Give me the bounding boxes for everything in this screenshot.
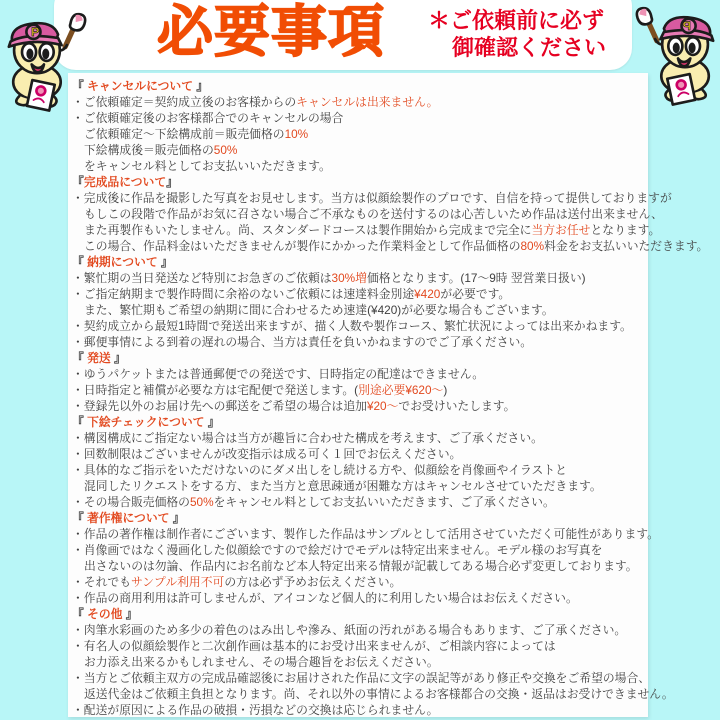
text: 価格となります。(17～9時 翌営業日扱い) bbox=[366, 271, 586, 285]
text: ・その場合販売価格の bbox=[72, 495, 190, 509]
page-title: 必要事項 bbox=[157, 0, 385, 63]
notice-line bbox=[72, 478, 648, 494]
mascot-cap-letter: P bbox=[31, 25, 40, 40]
confirm-note-line2: 御確認ください bbox=[452, 35, 607, 60]
text: 『 bbox=[72, 255, 88, 269]
text: この場合、作品料金はいただきませんが製作にかかった作業料金として作品価格の bbox=[84, 239, 521, 253]
notice-line bbox=[72, 190, 672, 206]
text: 『 bbox=[72, 79, 88, 93]
notice-line bbox=[72, 270, 648, 286]
emphasized-text: その他 bbox=[87, 607, 123, 621]
emphasized-text: キャンセルについて bbox=[87, 79, 194, 93]
emphasized-text: 納期について bbox=[87, 255, 158, 269]
text: ・ご依頼確定後のお客様都合でのキャンセルの場合 bbox=[72, 111, 344, 125]
notice-line bbox=[72, 238, 709, 254]
notice-line bbox=[72, 494, 648, 510]
notice-line bbox=[72, 574, 648, 590]
text: 混同したリクエストをする方、また当方と意思疎通が困難な方はキャンセルさせていただきます。 bbox=[84, 479, 602, 493]
text: ・構図構成にご指定ない場合は当方が趣旨に合わせた構成を考えます、ご了承ください。 bbox=[72, 431, 543, 445]
emphasized-text: ¥20～ bbox=[366, 399, 399, 413]
text: 『 bbox=[72, 607, 88, 621]
notice-line bbox=[72, 302, 648, 318]
confirm-note-line1: ＊ご依頼前に必ず bbox=[428, 8, 605, 33]
emphasized-text: 下絵チェックについて bbox=[87, 415, 205, 429]
text: ご依頼確定～下絵構成前＝販売価格の bbox=[84, 127, 285, 141]
text: をキャンセル料としてお支払いいただきます。 bbox=[84, 159, 331, 173]
notice-line bbox=[72, 542, 648, 558]
notice-line bbox=[72, 126, 648, 142]
notice-line bbox=[72, 446, 648, 462]
notice-line bbox=[72, 382, 648, 398]
text: ・郵便事情による到着の遅れの場合、当方は責任を負いかねますのでご了承ください。 bbox=[72, 335, 533, 349]
emphasized-text: 80% bbox=[520, 239, 545, 253]
text: お力添え出来るかもしれません、その場合趣旨をお伝えください。 bbox=[84, 655, 439, 669]
text: ・当方とご依頼主双方の完成品確認後にお届けされた作品に文字の誤記等があり修正や交換をご希望の場合、 bbox=[72, 671, 651, 685]
section-heading bbox=[72, 606, 648, 622]
text: また、繁忙期もご希望の納期に間に合わせるため速達(¥420)が必要な場合もございます。 bbox=[84, 303, 554, 317]
text: ・ゆうパケットまたは普通郵便での発送です、日時指定の配達はできません。 bbox=[72, 367, 485, 381]
text: ・肉筆水彩画のため多少の着色のはみ出しや滲み、紙面の汚れがある場合もあります、ご了承ください。 bbox=[72, 623, 627, 637]
notice-line bbox=[72, 94, 648, 110]
notice-line bbox=[72, 686, 674, 702]
text: ・ご依頼確定＝契約成立後のお客様からの bbox=[72, 95, 297, 109]
text: ・日時指定と補償が必要な方は宅配便で発送します。( bbox=[72, 383, 359, 397]
notice-line bbox=[72, 590, 648, 606]
emphasized-text: 当方お任せ bbox=[531, 223, 591, 237]
text: ・作品の著作権は制作者にございます、製作した作品はサンプルとして活用させていただく可能性があります。 bbox=[72, 527, 659, 541]
text: 』 bbox=[193, 79, 209, 93]
emphasized-text: サンプル利用不可 bbox=[131, 575, 225, 589]
text: また再製作もいたしません。尚、スタンダードコースは製作開始から完成まで完全に bbox=[84, 223, 532, 237]
notice-line bbox=[72, 638, 648, 654]
notice-panel bbox=[68, 73, 709, 717]
notice-line bbox=[72, 286, 648, 302]
notice-line bbox=[72, 558, 648, 574]
emphasized-text: 10% bbox=[284, 127, 309, 141]
notice-line bbox=[72, 622, 648, 638]
emphasized-text: ¥420 bbox=[414, 287, 441, 301]
notice-line bbox=[72, 158, 648, 174]
text: をキャンセル料としてお支払いいただきます、ご了承ください。 bbox=[213, 495, 555, 509]
emphasized-text: 著作権について bbox=[87, 511, 170, 525]
text: 』 bbox=[166, 175, 178, 189]
emphasized-text: 50% bbox=[213, 143, 238, 157]
text: ・繁忙期の当日発送など特別にお急ぎのご依頼は bbox=[72, 271, 332, 285]
emphasized-text: キャンセルは出来ません。 bbox=[296, 95, 439, 109]
notice-line bbox=[72, 462, 648, 478]
notice-line bbox=[72, 398, 648, 414]
text: 料金をお支払いいただきます。 bbox=[544, 239, 709, 253]
text: 『 bbox=[72, 175, 84, 189]
notice-line bbox=[72, 366, 648, 382]
section-heading bbox=[72, 78, 648, 94]
notice-line bbox=[72, 670, 651, 686]
text: ・具体的なご指示をいただけないのにダメ出しをし続ける方や、似顔絵を肖像画やイラストと bbox=[72, 463, 567, 477]
text: ・配送が原因による作品の破損・汚損などの交換は応じられません。 bbox=[72, 703, 439, 717]
notice-line bbox=[72, 334, 648, 350]
text: 』 bbox=[122, 607, 138, 621]
notice-line bbox=[72, 318, 648, 334]
section-heading bbox=[72, 174, 648, 190]
section-heading bbox=[72, 254, 648, 270]
text: 『 bbox=[72, 511, 88, 525]
notice-line bbox=[72, 526, 659, 542]
text: ・ご指定納期まで製作時間に余裕のないご依頼には速達料金別途 bbox=[72, 287, 415, 301]
text: ・完成後に作品を撮影した写真をお見せします。当方は似顔絵製作のプロです、自信を持って提供しておりますが bbox=[72, 191, 672, 205]
text: 下絵構成後＝販売価格の bbox=[84, 143, 214, 157]
text: 』 bbox=[110, 351, 126, 365]
text: でお受けいたします。 bbox=[398, 399, 516, 413]
notice-line bbox=[72, 110, 648, 126]
text: が必要です。 bbox=[440, 287, 511, 301]
emphasized-text: 30%増 bbox=[331, 271, 367, 285]
text: ・肖像画ではなく漫画化した似顔絵ですので絵だけでモデルは特定出来ません。モデル様のお写真を bbox=[72, 543, 603, 557]
text: 『 bbox=[72, 351, 88, 365]
text: ・それでも bbox=[72, 575, 131, 589]
text: 返送代金はご依頼主負担となります。尚、それ以外の事情によるお客様都合の交換・返品はお受けできません。 bbox=[84, 687, 674, 701]
emphasized-text: 別途必要¥620～ bbox=[358, 383, 444, 397]
text: ・登録先以外のお届け先への郵送をご希望の場合は追加 bbox=[72, 399, 367, 413]
text: 出さないのは勿論、作品内にお名前など本人特定出来る情報が記載してある場合必ず変更しております。 bbox=[84, 559, 638, 573]
text: 』 bbox=[204, 415, 220, 429]
text: 』 bbox=[169, 511, 185, 525]
notice-line bbox=[72, 142, 648, 158]
notice-line bbox=[72, 654, 648, 670]
section-heading bbox=[72, 414, 648, 430]
section-heading bbox=[72, 350, 648, 366]
notice-line bbox=[72, 222, 661, 238]
mascot-cap-letter: P bbox=[682, 19, 691, 34]
confirm-note bbox=[428, 7, 628, 61]
text: もしこの段階で作品がお気に召さない場合ご不承なものを送付するのは心苦しいため作品は送付出来ません、 bbox=[84, 207, 663, 221]
text: ・回数制限はございませんが改変指示は成る可く１回でお伝えください。 bbox=[72, 447, 462, 461]
emphasized-text: 完成品について bbox=[83, 175, 167, 189]
notice-line bbox=[72, 702, 648, 718]
text: 』 bbox=[157, 255, 173, 269]
text: の方は必ず予めお伝えください。 bbox=[224, 575, 402, 589]
section-heading bbox=[72, 510, 648, 526]
notice-line bbox=[72, 430, 648, 446]
text: 『 bbox=[72, 415, 88, 429]
text: ・有名人の似顔絵製作と二次創作画は基本的にお受け出来ませんが、ご相談内容によっては bbox=[72, 639, 556, 653]
emphasized-text: 発送 bbox=[87, 351, 111, 365]
emphasized-text: 50% bbox=[189, 495, 214, 509]
notice-line bbox=[72, 206, 663, 222]
text: となります。 bbox=[590, 223, 661, 237]
text: ・作品の商用利用は許可しませんが、アイコンなど個人的に利用したい場合はお伝えください。 bbox=[72, 591, 578, 605]
text: ・契約成立から最短1時間で発送出来ますが、描く人数や製作コース、繁忙状況によっては出来かねます。 bbox=[72, 319, 632, 333]
text: ) bbox=[443, 383, 448, 397]
